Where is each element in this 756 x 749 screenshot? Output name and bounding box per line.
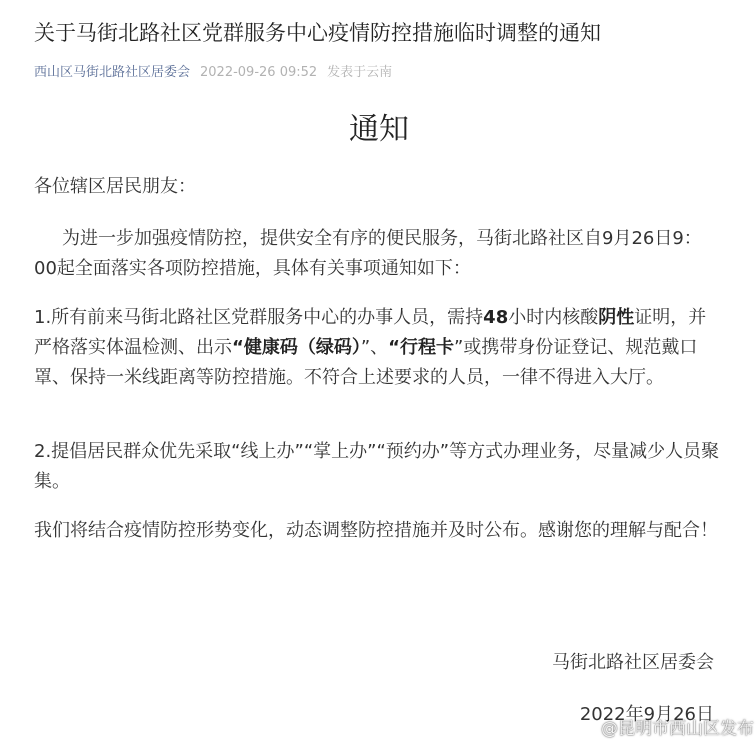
weibo-icon — [579, 719, 599, 739]
greeting-paragraph: 各位辖区居民朋友： — [34, 176, 196, 197]
item-1-text-g: ”、 — [360, 337, 389, 358]
publish-date: 2022-09-26 09:52 — [200, 65, 318, 80]
watermark — [579, 715, 754, 743]
item-2-paragraph: 2.提倡居民群众优先采取“线上办”“掌上办”“预约办”等方式办理业务，尽量减少人员聚集。 — [34, 441, 720, 492]
intro-paragraph: 为进一步加强疫情防控，提供安全有序的便民服务，马街北路社区自9月26日9：00起全面落实各项防控措施，具体有关事项通知如下： — [34, 228, 702, 279]
item-1-hours: 48 — [483, 307, 509, 328]
item-1-negative: 阴性 — [598, 307, 635, 328]
signer: 马街北路社区居委会 — [552, 652, 714, 673]
article-meta — [34, 63, 392, 83]
article-title: 关于马街北路社区党群服务中心疫情防控措施临时调整的通知 — [34, 21, 601, 45]
closing-paragraph: 我们将结合疫情防控形势变化，动态调整防控措施并及时公布。感谢您的理解与配合！ — [34, 520, 718, 541]
item-1-text-i: ”或携带身份证登记、规范戴口罩、保持一米线距离等防控措施。不符合上述要求的人员，一律不得进入大厅。 — [34, 337, 698, 388]
item-1-text-c: 小时内核酸 — [508, 307, 599, 328]
item-1-paragraph — [34, 303, 724, 393]
item-1-text-a: 1.所有前来马街北路社区党群服务中心的办事人员，需持 — [34, 307, 484, 328]
watermark-text: @昆明市西山区发布 — [601, 719, 754, 739]
item-1-health-code: “健康码（绿码） — [232, 337, 361, 358]
publish-region: 发表于云南 — [327, 65, 393, 80]
item-1-text-e: 证明，并严格落实体温检测、出示 — [34, 307, 707, 358]
item-1-travel-card: “行程卡 — [388, 337, 455, 358]
notice-heading: 通知 — [349, 112, 409, 147]
publisher-account-link[interactable]: 西山区马街北路社区居委会 — [34, 65, 191, 80]
sign-date: 2022年9月26日 — [579, 704, 714, 725]
